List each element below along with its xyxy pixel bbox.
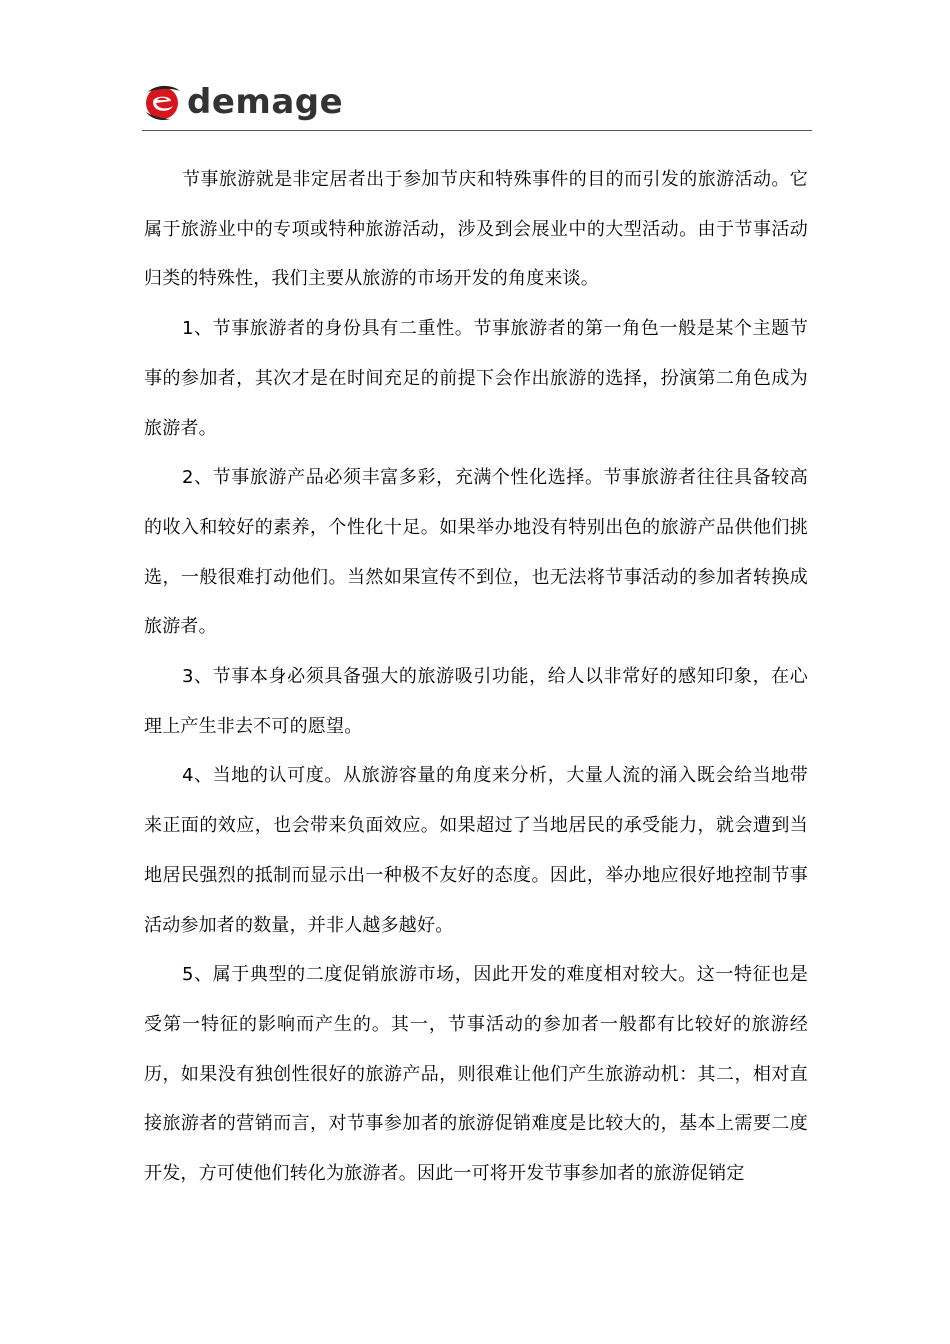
paragraph-point-2: 2、节事旅游产品必须丰富多彩，充满个性化选择。节事旅游者往往具备较高的收入和较好的素养，个性化十足。如果举办地没有特别出色的旅游产品供他们挑选，一般很难打动他们。当然如果宣传不到位，也无法将节事活动的参加者转换成旅游者。 — [144, 467, 808, 638]
paragraph-intro: 节事旅游就是非定居者出于参加节庆和特殊事件的目的而引发的旅游活动。它属于旅游业中的专项或特种旅游活动，涉及到会展业中的大型活动。由于节事活动归类的特殊性，我们主要从旅游的市场开发的角度来谈。 — [144, 169, 808, 290]
header-divider — [142, 130, 812, 131]
paragraph-point-1: 1、节事旅游者的身份具有二重性。节事旅游者的第一角色一般是某个主题节事的参加者，其次才是在时间充足的前提下会作出旅游的选择，扮演第二角色成为旅游者。 — [144, 318, 808, 439]
page-header — [142, 78, 812, 132]
paragraph-point-5: 5、属于典型的二度促销旅游市场，因此开发的难度相对较大。这一特征也是受第一特征的影响而产生的。其一，节事活动的参加者一般都有比较好的旅游经历，如果没有独创性很好的旅游产品，则很难让他们产生旅游动机：其二，相对直接旅游者的营销而言，对节事参加者的旅游促销难度是比较大的，基本上需要二度开发，方可使他们转化为旅游者。因此一可将开发节事参加者的旅游促销定 — [144, 964, 808, 1185]
demage-logo-mark-icon — [142, 82, 186, 122]
logo-wordmark: demage — [187, 82, 344, 122]
demage-logo — [142, 82, 343, 122]
document-body — [144, 155, 808, 1199]
paragraph-point-3: 3、节事本身必须具备强大的旅游吸引功能，给人以非常好的感知印象，在心理上产生非去不可的愿望。 — [144, 666, 808, 737]
paragraph-point-4: 4、当地的认可度。从旅游容量的角度来分析，大量人流的涌入既会给当地带来正面的效应，也会带来负面效应。如果超过了当地居民的承受能力，就会遭到当地居民强烈的抵制而显示出一种极不友好的态度。因此，举办地应很好地控制节事活动参加者的数量，并非人越多越好。 — [144, 765, 808, 936]
